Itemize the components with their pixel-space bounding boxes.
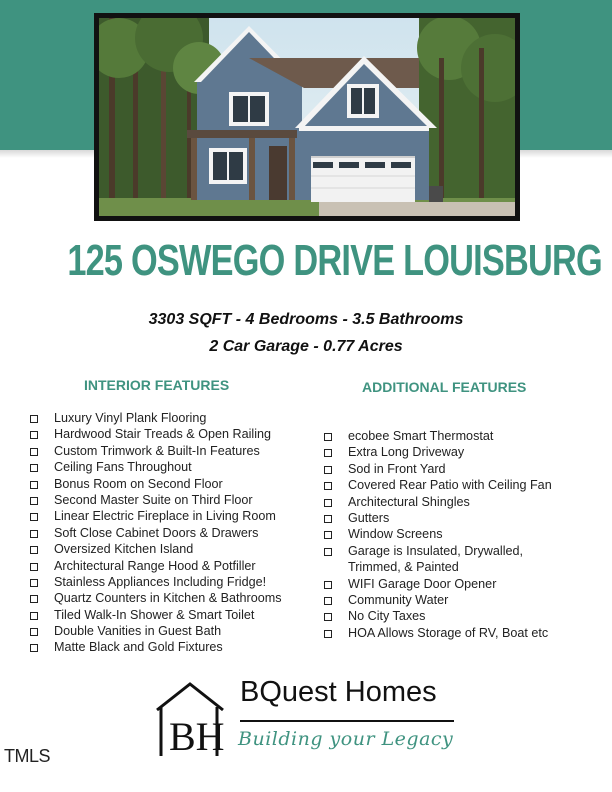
list-item: Quartz Counters in Kitchen & Bathrooms (30, 590, 282, 606)
list-item: Second Master Suite on Third Floor (30, 492, 282, 508)
list-item: Double Vanities in Guest Bath (30, 623, 282, 639)
interior-features-heading: INTERIOR FEATURES (84, 377, 230, 393)
list-item: Bonus Room on Second Floor (30, 476, 282, 492)
list-item: No City Taxes (324, 608, 584, 624)
house-photo (94, 13, 520, 221)
additional-features-list (324, 428, 584, 641)
list-item: Community Water (324, 592, 584, 608)
checkbox-square-icon (324, 531, 332, 539)
checkbox-square-icon (324, 466, 332, 474)
additional-features-heading: ADDITIONAL FEATURES (362, 379, 527, 395)
list-item: Garage is Insulated, Drywalled, Trimmed, & Painted (324, 543, 584, 576)
list-item: Gutters (324, 510, 584, 526)
list-item: Custom Trimwork & Built-In Features (30, 443, 282, 459)
checkbox-square-icon (324, 613, 332, 621)
checkbox-square-icon (324, 433, 332, 441)
logo-letters: BH (169, 714, 225, 758)
brand-name: BQuest Homes (240, 676, 437, 708)
checkbox-square-icon (30, 530, 38, 538)
list-item: Sod in Front Yard (324, 461, 584, 477)
specs-line-2: 2 Car Garage - 0.77 Acres (209, 338, 403, 355)
checkbox-square-icon (324, 597, 332, 605)
checkbox-square-icon (324, 548, 332, 556)
list-item: Stainless Appliances Including Fridge! (30, 574, 282, 590)
list-item: Covered Rear Patio with Ceiling Fan (324, 477, 584, 493)
list-item: Window Screens (324, 526, 584, 542)
checkbox-square-icon (30, 644, 38, 652)
list-item: Extra Long Driveway (324, 444, 584, 460)
checkbox-square-icon (30, 415, 38, 423)
mls-watermark: TMLS (4, 746, 51, 766)
list-item: Tiled Walk-In Shower & Smart Toilet (30, 607, 282, 623)
checkbox-square-icon (30, 628, 38, 636)
checkbox-square-icon (30, 481, 38, 489)
list-item: ecobee Smart Thermostat (324, 428, 584, 444)
interior-features-list (30, 410, 282, 656)
checkbox-square-icon (324, 630, 332, 638)
bquest-house-logo-icon (155, 680, 225, 758)
checkbox-square-icon (30, 612, 38, 620)
checkbox-square-icon (30, 579, 38, 587)
checkbox-square-icon (30, 513, 38, 521)
checkbox-square-icon (30, 497, 38, 505)
checkbox-square-icon (324, 581, 332, 589)
list-item: Hardwood Stair Treads & Open Railing (30, 426, 282, 442)
brand-tagline: Building your Legacy (238, 728, 454, 750)
listing-title: 125 OSWEGO DRIVE LOUISBURG (67, 236, 602, 285)
checkbox-square-icon (324, 482, 332, 490)
list-item: Architectural Shingles (324, 494, 584, 510)
specs-line-1: 3303 SQFT - 4 Bedrooms - 3.5 Bathrooms (148, 311, 464, 328)
list-item: Oversized Kitchen Island (30, 541, 282, 557)
list-item: Matte Black and Gold Fixtures (30, 639, 282, 655)
checkbox-square-icon (30, 546, 38, 554)
checkbox-square-icon (30, 595, 38, 603)
list-item: Ceiling Fans Throughout (30, 459, 282, 475)
list-item: Luxury Vinyl Plank Flooring (30, 410, 282, 426)
checkbox-square-icon (324, 449, 332, 457)
checkbox-square-icon (30, 448, 38, 456)
list-item: Soft Close Cabinet Doors & Drawers (30, 525, 282, 541)
list-item: Linear Electric Fireplace in Living Room (30, 508, 282, 524)
list-item: Architectural Range Hood & Potfiller (30, 558, 282, 574)
checkbox-square-icon (324, 515, 332, 523)
brand-divider (240, 720, 454, 722)
checkbox-square-icon (30, 464, 38, 472)
list-item: HOA Allows Storage of RV, Boat etc (324, 625, 584, 641)
checkbox-square-icon (30, 431, 38, 439)
checkbox-square-icon (30, 563, 38, 571)
list-item: WIFI Garage Door Opener (324, 576, 584, 592)
checkbox-square-icon (324, 499, 332, 507)
